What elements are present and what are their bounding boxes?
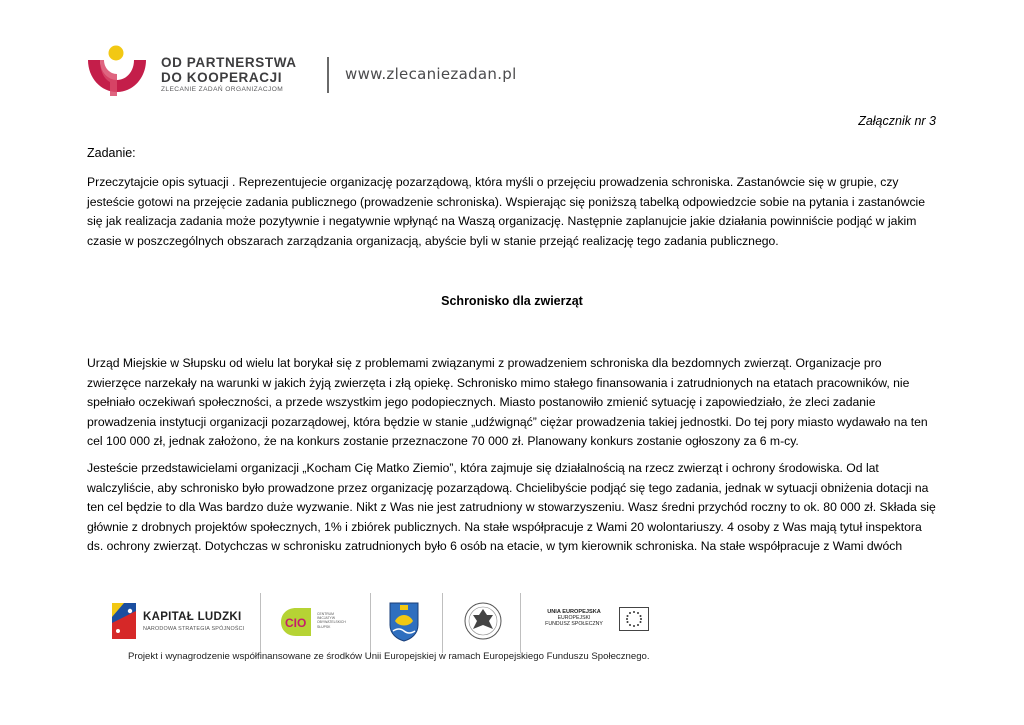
eu-line-3: FUNDUSZ SPOŁECZNY [545,621,603,628]
organization-paragraph: Jesteście przedstawicielami organizacji „Kocham Cię Matko Ziemio”, która zajmuje się działalnością na rzecz zwierząt i ochrony środowiska. Od lat walczyliście, aby schronisko było prowadzone przez organizację pozarządową. Chcielibyście podjąć się tego zadania, jednak w sytuacji obniżenia dotacji na ten cel będzie to dla Was bardzo duże wyzwanie. Nikt z Was nie jest zatrudniony w stowarzyszeniu. Wasz średni przychód roczny to ok. 80 000 zł. Składa się głównie z drobnych projektów społecznych, 1% i zbiórek publicznych. Na stałe współpracuje z Wami 20 wolontariuszy. 4 osoby z Was mają tytuł inspektora ds. ochrony zwierząt. Dotychczas w schronisku zatrudnionych było 6 osób na etacie, w tym kierownik schroniska. Na stałe współpracuje z Wami dwóch [87,461,936,554]
task-label: Zadanie: [87,146,136,160]
kapital-ludzki-flag-icon [110,601,138,641]
cio-letters: CIO [285,616,307,630]
footer-divider [442,593,443,653]
footer-divider [260,593,261,653]
cio-text: CENTRUM INICJATYW OBYWATELSKICH SŁUPSK [317,612,346,629]
eu-line-1: UNIA EUROPEJSKA [547,609,601,615]
kapital-ludzki-subtitle: NARODOWA STRATEGIA SPÓJNOŚCI [143,626,245,632]
brand-line-1: OD PARTNERSTWA [161,55,297,70]
header-divider [327,57,329,93]
eu-logo [535,603,665,643]
brand-line-2: DO KOOPERACJI [161,70,283,85]
university-seal-icon [463,599,503,643]
eu-flag-icon [619,607,649,631]
eu-text [535,609,613,628]
cio-mark-icon [277,605,315,639]
intro-paragraph: Przeczytajcie opis sytuacji . Reprezentujecie organizację pozarządową, która myśli o przejęciu prowadzenia schroniska. Zastanówcie się w grupie, czy jesteście gotowi na przejęcie zadania publicznego (prowadzenie schroniska). Wspierając się poniższą tabelką odpowiedzcie sobie na pytania i zastanówcie się jak realizacja zadania może pozytywnie i negatywnie wpłynąć na Waszą organizację. Następnie zaplanujcie jakie działania powinniście podjąć w jakim czasie w poszczególnych obszarach zarządzania organizacją, abyście byli w stanie przejąć realizację tego zadania publicznego. [87,175,926,248]
cio-logo [277,603,351,643]
partnership-logo-icon [86,44,148,96]
slupsk-crest-icon [387,599,421,643]
funding-note: Projekt i wynagrodzenie współfinansowane ze środków Unii Europejskiej w ramach Europejskiego Funduszu Społecznego. [128,651,650,662]
brand-block [161,55,297,93]
attachment-label: Załącznik nr 3 [858,114,936,128]
situation-paragraph: Urząd Miejskie w Słupsku od wielu lat borykał się z problemami związanymi z prowadzeniem schroniska dla bezdomnych zwierząt. Organizacje pro zwierzęce narzekały na warunki w jakich żyją zwierzęta i złą opiekę. Schronisko mimo stałego finansowania i zatrudnionych na etatach pracowników, nie spełniało oczekiwań społeczności, a przede wszystkim jego podopiecznych. Miasto postanowiło zmienić sytuację i zapowiedziało, że zleci zadanie prowadzenia instytucji organizacji pozarządowej, która będzie w stanie „udźwignąć” ciężar prowadzenia takiej jednostki. Do tej pory miasto wydawało na ten cel 100 000 zł, jednak założono, że na konkurs zostanie przeznaczone 70 000 zł. Planowany konkurs zostanie ogłoszony za 6 m-cy. [87,356,928,449]
footer-divider [520,593,521,653]
brand-subtitle: ZLECANIE ZADAŃ ORGANIZACJOM [161,86,284,93]
footer-divider [370,593,371,653]
header [86,44,517,100]
kapital-ludzki-logo [110,601,245,641]
site-url-link[interactable]: www.zlecaniezadan.pl [345,65,517,83]
eu-line-2: EUROPEJSKI [557,615,591,622]
section-title: Schronisko dla zwierząt [441,294,583,308]
footer-logos [110,593,670,653]
kapital-ludzki-title: KAPITAŁ LUDZKI [143,611,242,623]
